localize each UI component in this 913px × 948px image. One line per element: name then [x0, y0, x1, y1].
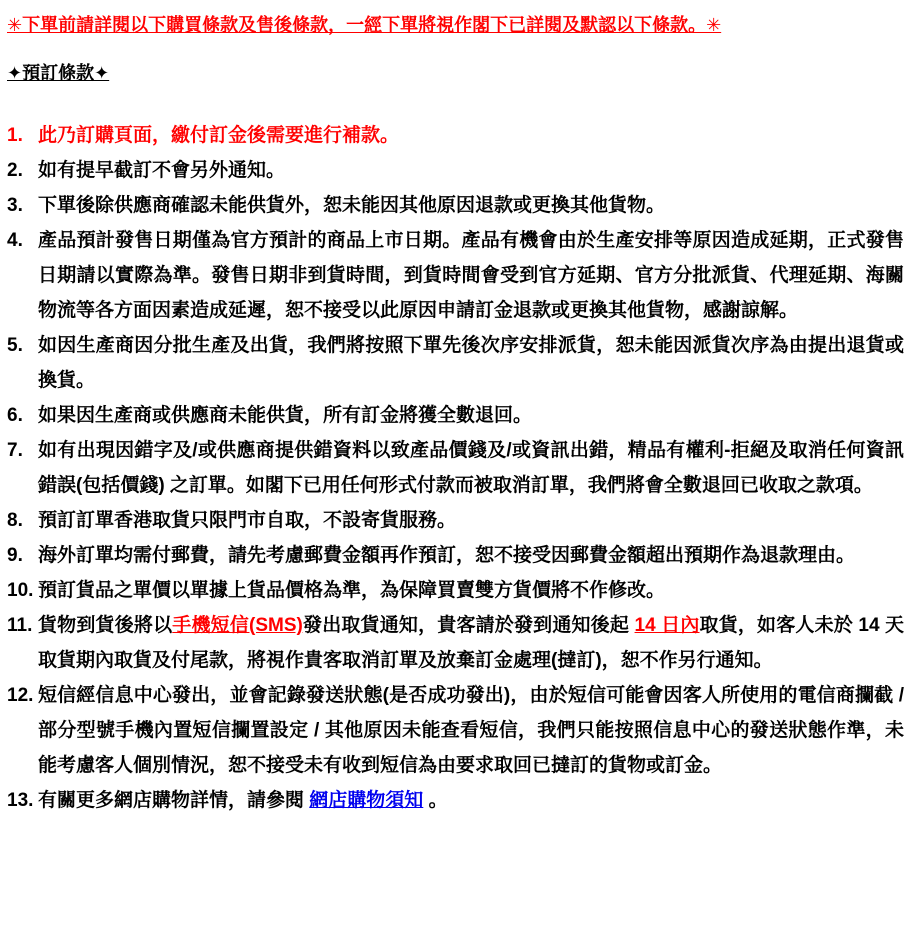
text-run: 預訂貨品之單價以單據上貨品價格為準，為保障買賣雙方貨價將不作修改。	[38, 580, 666, 601]
shop-guide-link[interactable]: 網店購物須知	[309, 790, 424, 811]
term-item-3	[7, 188, 904, 223]
highlighted-text: 14 日內	[634, 615, 700, 636]
text-run: 取貨，如客人未於 14 天取貨期內取貨及付尾款，將視作貴客取消訂單及放棄訂金處理(撻訂)，恕不作另行通知。	[38, 615, 905, 671]
term-item-8	[7, 503, 904, 538]
term-text	[38, 615, 904, 671]
text-run: 海外訂單均需付郵費，請先考慮郵費金額再作預訂，恕不接受因郵費金額超出預期作為退款理由。	[38, 545, 856, 566]
term-item-10	[7, 573, 904, 608]
term-item-1	[7, 118, 904, 153]
term-number: 11.	[7, 615, 33, 636]
term-number: 12.	[7, 685, 34, 706]
term-item-2	[7, 153, 904, 188]
terms-document	[7, 12, 904, 818]
term-item-4	[7, 223, 904, 328]
term-number: 2.	[7, 160, 23, 181]
text-run: 發出取貨通知，貴客請於發到通知後起	[302, 615, 635, 636]
term-item-6	[7, 398, 904, 433]
text-run: 有關更多網店購物詳情，請參閱	[38, 790, 310, 811]
preorder-terms-title: ✦預訂條款✦	[7, 63, 110, 83]
text-run: 預訂訂單香港取貨只限門市自取，不設寄貨服務。	[38, 510, 457, 531]
purchase-notice: ✳下單前請詳閱以下購買條款及售後條款，一經下單將視作閣下已詳閱及默認以下條款。✳	[7, 15, 722, 35]
text-run: 此乃訂購頁面，繳付訂金後需要進行補款。	[38, 125, 400, 146]
term-text	[38, 125, 399, 146]
term-number: 8.	[7, 510, 23, 531]
term-item-12	[7, 678, 904, 783]
term-text	[38, 510, 456, 531]
term-item-13	[7, 783, 904, 818]
term-item-5	[7, 328, 904, 398]
term-number: 3.	[7, 195, 23, 216]
text-run: 下單後除供應商確認未能供貨外，恕未能因其他原因退款或更換其他貨物。	[38, 195, 666, 216]
term-item-11	[7, 608, 904, 678]
term-number: 13.	[7, 790, 34, 811]
term-text	[38, 230, 904, 321]
term-text	[38, 790, 448, 811]
terms-list	[7, 118, 904, 818]
term-text	[38, 335, 904, 391]
term-text	[38, 160, 285, 181]
term-number: 9.	[7, 545, 23, 566]
term-text	[38, 580, 665, 601]
section-title-row	[7, 60, 904, 104]
term-text	[38, 195, 665, 216]
text-run: 產品預計發售日期僅為官方預計的商品上市日期。產品有機會由於生產安排等原因造成延期，正式發售日期請以實際為準。發售日期非到貨時間，到貨時間會受到官方延期、官方分批派貨、代理延期、海關物流等各方面因素造成延遲，恕不接受以此原因申請訂金退款或更換其他貨物，感謝諒解。	[38, 230, 904, 321]
text-run: 貨物到貨後將以	[38, 615, 173, 636]
term-number: 10.	[7, 580, 34, 601]
term-number: 5.	[7, 335, 23, 356]
term-item-9	[7, 538, 904, 573]
term-text	[38, 685, 904, 776]
term-number: 1.	[7, 125, 23, 146]
term-item-7	[7, 433, 904, 503]
text-run: 如有出現因錯字及/或供應商提供錯資料以致產品價錢及/或資訊出錯，精品有權利-拒絕及取消任何資訊錯誤(包括價錢) 之訂單。如閣下已用任何形式付款而被取消訂單，我們將會全數退回已收取之款項。	[38, 440, 904, 496]
term-number: 4.	[7, 230, 23, 251]
term-number: 6.	[7, 405, 23, 426]
text-run: 。	[423, 790, 448, 811]
term-text	[38, 545, 855, 566]
highlighted-text: 手機短信(SMS)	[172, 615, 303, 636]
term-number: 7.	[7, 440, 23, 461]
text-run: 如果因生產商或供應商未能供貨，所有訂金將獲全數退回。	[38, 405, 533, 426]
term-text	[38, 405, 532, 426]
text-run: 如因生產商因分批生產及出貨，我們將按照下單先後次序安排派貨，恕未能因派貨次序為由提出退貨或換貨。	[38, 335, 904, 391]
text-run: 如有提早截訂不會另外通知。	[38, 160, 286, 181]
text-run: 短信經信息中心發出，並會記錄發送狀態(是否成功發出)，由於短信可能會因客人所使用的電信商攔截 / 部分型號手機內置短信攔置設定 / 其他原因未能查看短信，我們只能按照信息中心的發送狀態作準，未能考慮客人個別情況，恕不接受未有收到短信為由要求取回已撻訂的貨物或訂金。	[38, 685, 904, 776]
term-text	[38, 440, 904, 496]
